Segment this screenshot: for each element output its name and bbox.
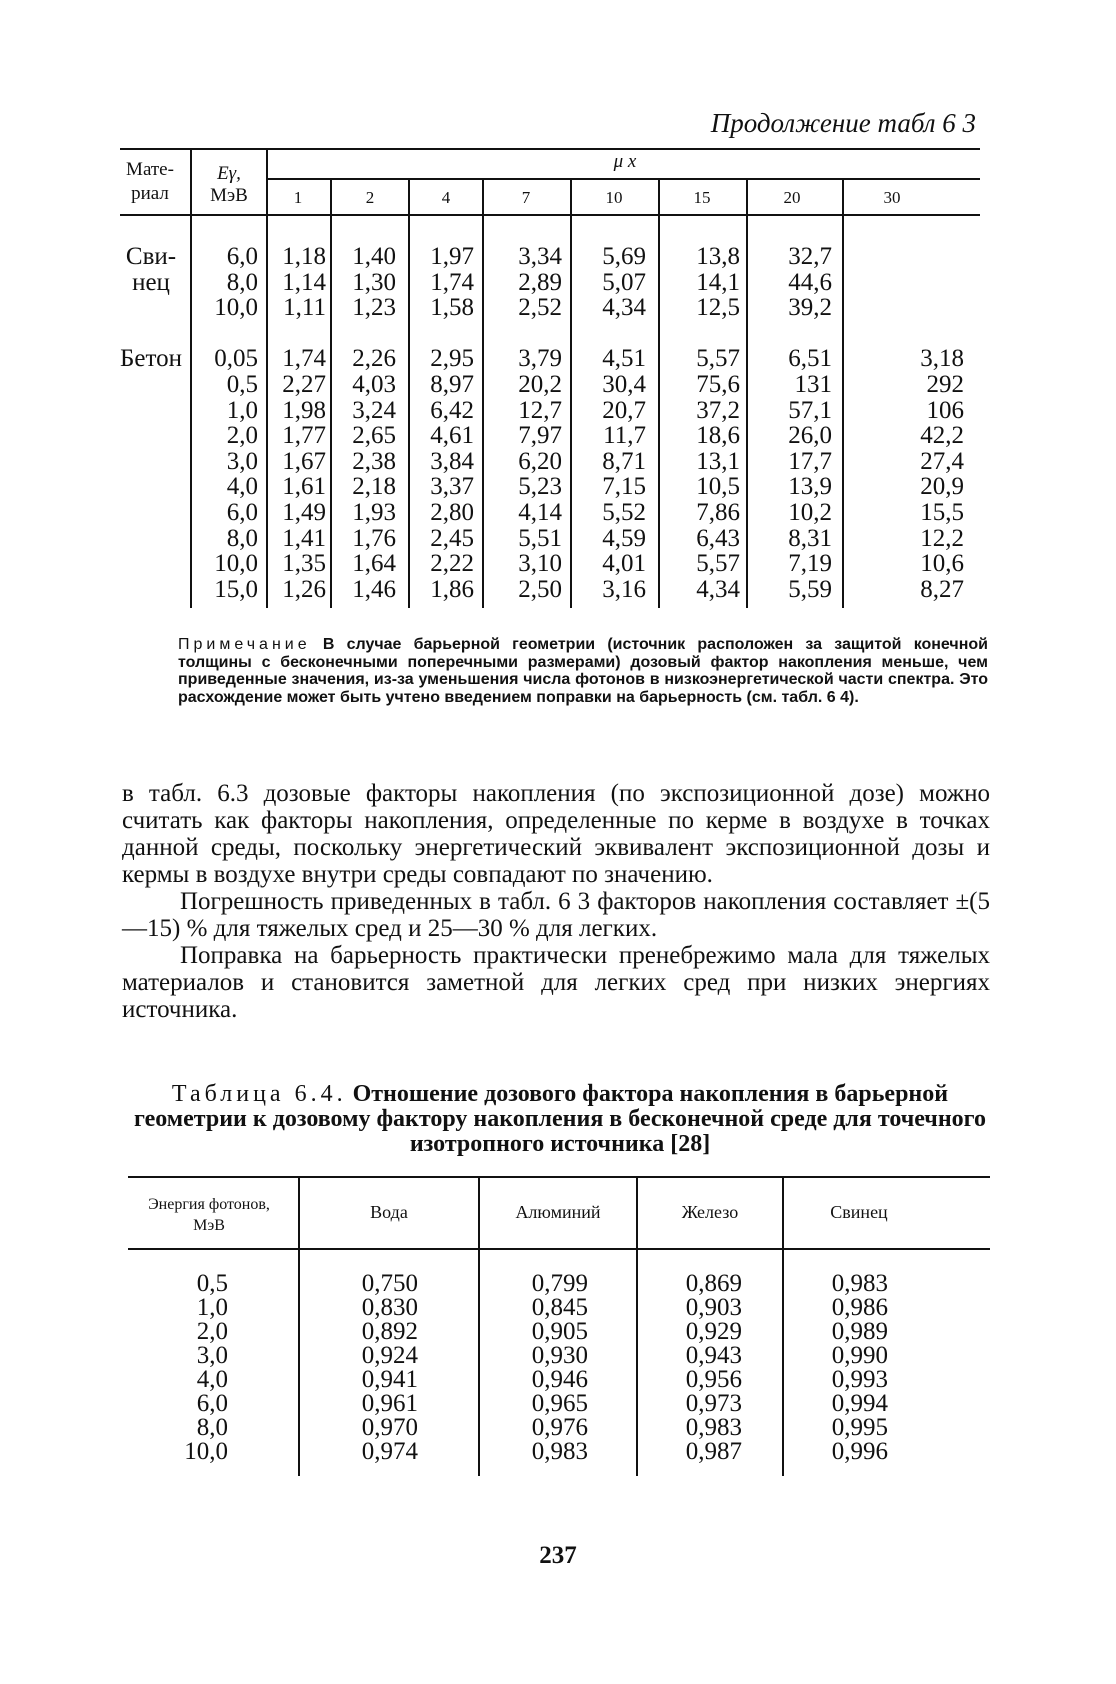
mux-col-header: 30 (883, 188, 901, 207)
value-column-mux-30: 3,18 292 106 42,2 27,4 20,9 15,5 12,2 10,6 8,27 (920, 345, 964, 603)
mux-col-header: 20 (783, 188, 801, 207)
paragraph: Погрешность приведенных в табл. 6 3 факторов накопления составляет ±(5—15) % для тяжелых сред и 25—30 % для легких. (122, 888, 990, 942)
page-number: 237 (539, 1542, 577, 1569)
lead-header: Свинец (830, 1202, 888, 1222)
energy-column: 0,5 1,0 2,0 3,0 4,0 6,0 8,0 10,0 (184, 1270, 228, 1465)
col-divider (658, 180, 660, 608)
energy-column: 6,0 8,0 10,0 0,05 0,5 1,0 2,0 3,0 4,0 6,0 8,0 10,0 15,0 (214, 243, 258, 603)
table-top-rule (128, 1176, 990, 1178)
table-note (178, 636, 988, 706)
table-6-4-caption (130, 1082, 990, 1157)
mux-col-header: 2 (365, 188, 375, 207)
col-divider (408, 180, 410, 608)
energy-header-unit: МэВ (210, 185, 248, 206)
mux-col-header: 10 (605, 188, 623, 207)
note-text: В случае барьерной геометрии (источник расположен за защитой конечной толщины с бесконечными поперечными размерами) дозовый фактор накопления меньше, чем приведенные значения, из-за уменьшения числа фотонов в низкоэнергетической части спектра. Это расхождение может быть учтено введением поправки на барьерность (см. табл. 6 4). (178, 636, 988, 706)
material-column: Сви- нец Бетон (120, 243, 182, 373)
aluminium-column: 0,799 0,845 0,905 0,930 0,946 0,965 0,976 0,983 (531, 1270, 588, 1465)
header-bottom-rule (128, 1248, 990, 1250)
col-divider (746, 180, 748, 608)
table-label: Таблица 6.4. (171, 1081, 347, 1107)
value-column-mux-1: 1,18 1,14 1,11 1,74 2,27 1,98 1,77 1,67 1,61 1,49 1,41 1,35 1,26 (282, 243, 326, 603)
mux-col-header: 15 (693, 188, 711, 207)
note-lead: Примечание (178, 636, 311, 653)
table-6-4 (128, 1176, 990, 1476)
lead-column: 0,983 0,986 0,989 0,990 0,993 0,994 0,995 0,996 (831, 1270, 888, 1465)
paragraph: Поправка на барьерность практически пренебрежимо мала для тяжелых материалов и становится заметной для легких сред при низких энергиях источника. (122, 942, 990, 1023)
table-title: Отношение дозового фактора накопления в барьерной геометрии к дозовому фактору накопления в бесконечной среде для точечного изотропного источника [28] (134, 1081, 986, 1157)
paragraph: в табл. 6.3 дозовые факторы накопления (по экспозиционной дозе) можно считать как факторы накопления, определенные по керме в воздухе в точках данной среды, поскольку энергетический эквивалент экспозиционной дозы и кермы в воздухе внутри среды совпадают по значению. (122, 780, 990, 888)
value-column-mux-15: 13,8 14,1 12,5 5,57 75,6 37,2 18,6 13,1 10,5 7,86 6,43 5,57 4,34 (696, 243, 740, 603)
iron-column: 0,869 0,903 0,929 0,943 0,956 0,973 0,983 0,987 (685, 1270, 742, 1465)
mux-col-header: 4 (441, 188, 451, 207)
value-column-mux-4: 1,97 1,74 1,58 2,95 8,97 6,42 4,61 3,84 3,37 2,80 2,45 2,22 1,86 (430, 243, 474, 603)
water-column: 0,750 0,830 0,892 0,924 0,941 0,961 0,970 0,974 (361, 1270, 418, 1465)
col-divider (570, 180, 572, 608)
aluminium-header: Алюминий (515, 1202, 601, 1222)
col-divider (842, 180, 844, 608)
mux-col-header: 1 (293, 188, 303, 207)
header-bottom-rule (120, 214, 980, 216)
material-header: Мате- риал (126, 159, 174, 204)
body-text (122, 780, 990, 1023)
value-column-mux-10: 5,69 5,07 4,34 4,51 30,4 20,7 11,7 8,71 7,15 5,52 4,59 4,01 3,16 (602, 243, 646, 603)
mux-header: μ x (613, 151, 637, 172)
col-divider (266, 148, 268, 608)
energy-header-symbol: Eγ, (217, 163, 241, 184)
table-6-3 (120, 148, 980, 608)
value-column-mux-7: 3,34 2,89 2,52 3,79 20,2 12,7 7,97 6,20 5,23 4,14 5,51 3,10 2,50 (518, 243, 562, 603)
water-header: Вода (370, 1202, 408, 1222)
value-column-mux-20: 32,7 44,6 39,2 6,51 131 57,1 26,0 17,7 13,9 10,2 8,31 7,19 5,59 (788, 243, 832, 603)
mux-rule (268, 178, 980, 180)
col-divider (482, 180, 484, 608)
mux-col-header: 7 (521, 188, 531, 207)
energy-header: Энергия фотонов, МэВ (148, 1196, 270, 1234)
iron-header: Железо (681, 1202, 739, 1222)
value-column-mux-2: 1,40 1,30 1,23 2,26 4,03 3,24 2,65 2,38 2,18 1,93 1,76 1,64 1,46 (352, 243, 396, 603)
continuation-label: Продолжение табл 6 3 (710, 108, 976, 138)
